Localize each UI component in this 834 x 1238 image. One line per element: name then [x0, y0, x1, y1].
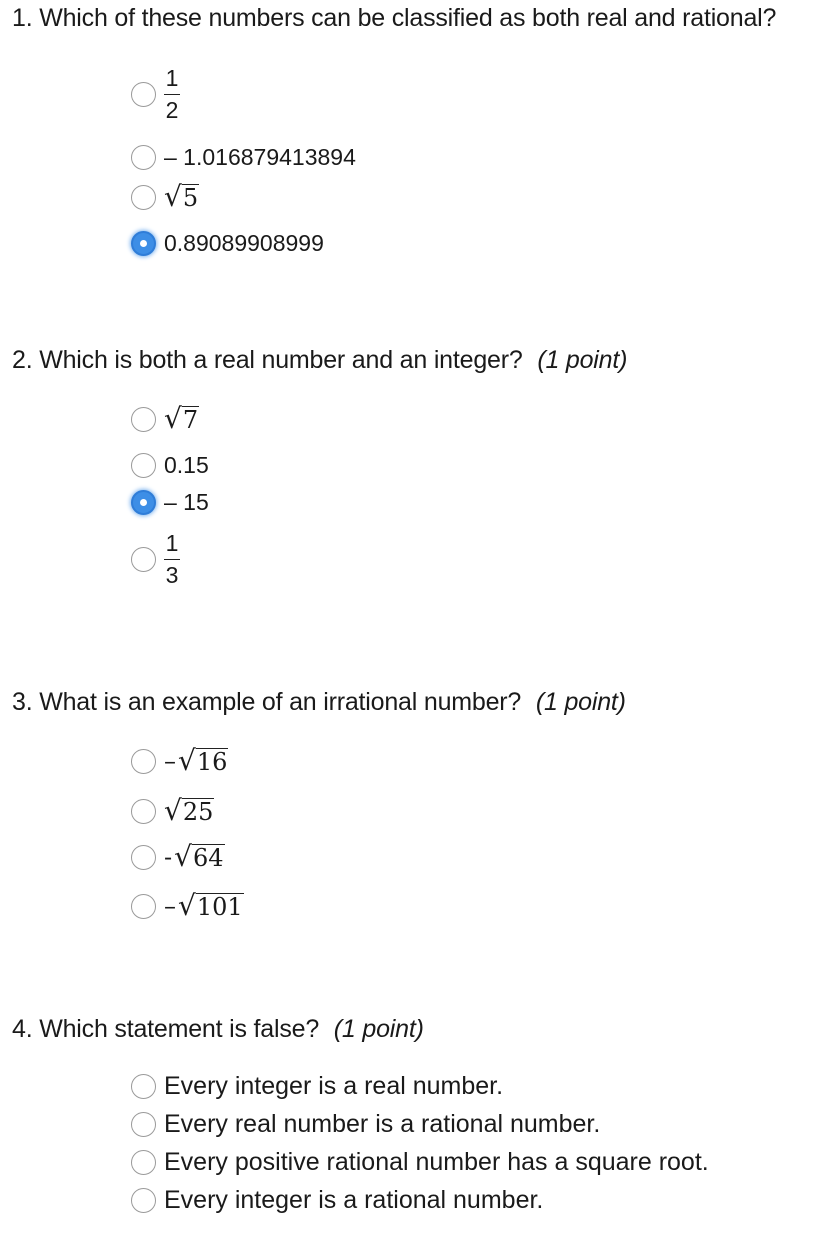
- square-root: √ 7: [164, 402, 199, 435]
- question-2-option-4[interactable]: [131, 530, 180, 588]
- radical-sign-icon: √: [178, 744, 196, 777]
- question-4-text: 4. Which statement is false? (1 point): [12, 1015, 424, 1043]
- radical-sign-icon: √: [164, 180, 182, 213]
- radio-button[interactable]: [131, 145, 156, 170]
- radio-button[interactable]: [131, 82, 156, 107]
- radio-button[interactable]: [131, 1188, 156, 1213]
- question-2-option-3[interactable]: – 15: [131, 487, 209, 517]
- square-root: √ 5: [164, 180, 199, 213]
- radio-button[interactable]: [131, 1074, 156, 1099]
- radio-button[interactable]: [131, 185, 156, 210]
- question-2-option-1[interactable]: [131, 404, 199, 434]
- square-root: √ 25: [164, 794, 214, 827]
- radio-button[interactable]: [131, 799, 156, 824]
- radio-button[interactable]: [131, 1112, 156, 1137]
- radio-button[interactable]: [131, 547, 156, 572]
- radical-sign-icon: √: [164, 402, 182, 435]
- radio-button[interactable]: [131, 894, 156, 919]
- question-1-option-2[interactable]: – 1.016879413894: [131, 142, 356, 172]
- question-3-option-3[interactable]: [131, 842, 225, 872]
- radio-button[interactable]: [131, 1150, 156, 1175]
- question-2-option-2[interactable]: 0.15: [131, 450, 209, 480]
- question-1-text: 1. Which of these numbers can be classified as both real and rational?: [12, 4, 777, 32]
- radio-button[interactable]: [131, 453, 156, 478]
- fraction: $\frac{1}{3}$: [165, 530, 179, 588]
- fraction: $\frac{1}{2}$: [165, 65, 179, 123]
- question-4-option-4[interactable]: Every integer is a rational number.: [131, 1185, 543, 1215]
- question-3-option-4[interactable]: [131, 891, 244, 921]
- radical-sign-icon: √: [178, 889, 196, 922]
- radical-sign-icon: √: [164, 794, 182, 827]
- radio-button-selected[interactable]: [131, 231, 156, 256]
- question-3-text: 3. What is an example of an irrational number? (1 point): [12, 688, 626, 716]
- negative-square-root: - √ 64: [164, 840, 224, 873]
- question-1-option-4[interactable]: 0.89089908999: [131, 228, 324, 258]
- radio-button[interactable]: [131, 407, 156, 432]
- question-4-option-3[interactable]: Every positive rational number has a square root.: [131, 1147, 709, 1177]
- question-1-option-3[interactable]: [131, 182, 199, 212]
- question-2-text: 2. Which is both a real number and an integer? (1 point): [12, 346, 628, 374]
- question-1-option-1[interactable]: [131, 65, 180, 123]
- negative-square-root: – √ 16: [164, 744, 228, 777]
- radio-button-selected[interactable]: [131, 490, 156, 515]
- question-4-option-2[interactable]: Every real number is a rational number.: [131, 1109, 600, 1139]
- question-3-option-1[interactable]: [131, 746, 228, 776]
- radio-button[interactable]: [131, 749, 156, 774]
- question-3-option-2[interactable]: [131, 796, 214, 826]
- radio-button[interactable]: [131, 845, 156, 870]
- question-4-option-1[interactable]: Every integer is a real number.: [131, 1071, 503, 1101]
- negative-square-root: – √ 101: [164, 889, 243, 922]
- radical-sign-icon: √: [174, 840, 192, 873]
